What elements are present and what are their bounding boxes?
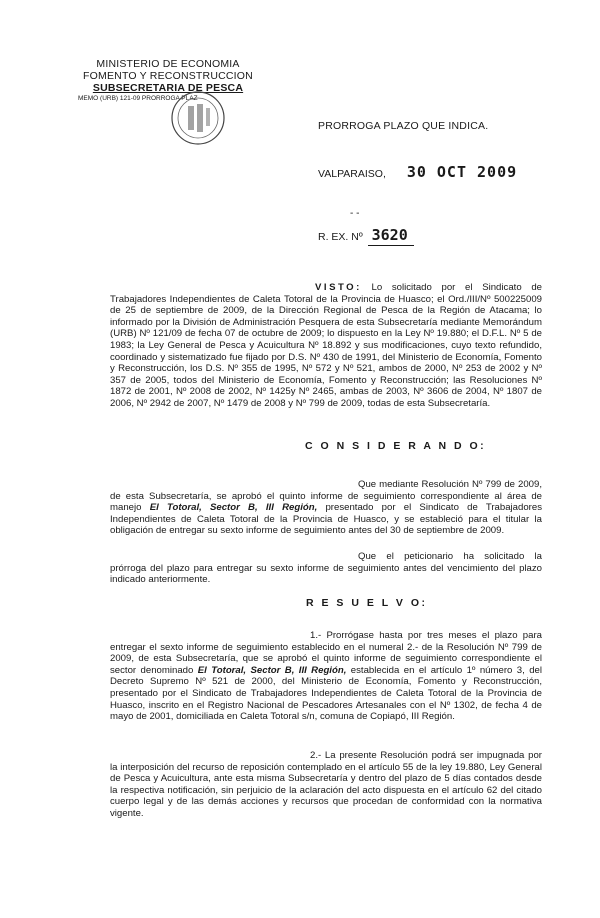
visto-paragraph xyxy=(110,282,542,410)
stamp-mark: - - xyxy=(350,208,360,219)
resuelvo-heading: R E S U E L V O: xyxy=(306,597,428,609)
resolution-label: R. EX. Nº xyxy=(318,231,363,243)
ministry-name-line2: FOMENTO Y RECONSTRUCCION xyxy=(83,70,253,82)
place-date-line xyxy=(318,163,517,181)
place-name: VALPARAISO, xyxy=(318,168,386,180)
considerando-paragraph-1 xyxy=(110,479,542,537)
visto-text: Lo solicitado por el Sindicato de Trabajadores Independientes de Caleta Totoral de la Provincia de Huasco; el Ord./III/Nº 500225009 de 25 de septiembre de 2009, de la Dirección Regional de Pesca de la Región de Atacama; lo informado por la División de Administración Pesquera de esta Subsecretaría mediante Memorándum (URB) Nº 121/09 de fecha 07 de octubre de 2009; lo dispuesto en la Ley Nº 19.880; el D.F.L. Nº 5 de 1983; la Ley General de Pesca y Acuicultura Nº 18.892 y sus modificaciones, cuyo texto refundido, coordinado y sistematizado fue fijado por D.S. Nº 430 de 1991, del Ministerio de Economía, Fomento y Reconstrucción, los D.S. Nº 355 de 1995, Nº 572 y Nº 521, ambos de 2000, Nº 253 de 2002 y Nº 357 de 2005, todos del Ministerio de Economía, Fomento y Reconstrucción; las Resoluciones Nº 1872 de 2001, Nº 2008 de 2002, Nº 1425y Nº 2465, ambas de 2003, Nº 3606 de 2004, Nº 1807 de 2006, Nº 2942 de 2007, Nº 1479 de 2008 y Nº 799 de 2009, todas de esta Subsecretaría. xyxy=(110,282,543,409)
subsecretaria-name: SUBSECRETARIA DE PESCA xyxy=(92,82,244,94)
ministry-name: MINISTERIO DE ECONOMIA xyxy=(96,58,240,70)
article-2-text: 2.- La presente Resolución podrá ser impugnada por la interposición del recurso de reposición contemplado en el artículo 55 de la ley 19.880, Ley General de Pesca y Acuicultura, ante esta misma Subsecretaría y dentro del plazo de 5 días contados desde la respectiva notificación, sin perjuicio de la aclaración del acto dispuesta en el artículo 62 del citado cuerpo legal y de las demás acciones y recursos que procedan de conformidad con la normativa vigente. xyxy=(110,750,542,819)
article-1-text-a: 1.- Prorrógase hasta por tres meses el plazo para entregar el sexto informe de seguimiento establecido en el numeral 2.- de la Resolución Nº 799 de 2009, de esta Subsecretaría, que se aprobó el quinto informe de seguimiento correspondiente el sector denominado xyxy=(110,630,542,676)
round-official-stamp-icon xyxy=(168,88,228,148)
resolution-number-line xyxy=(318,226,414,246)
considerando-paragraph-2 xyxy=(110,551,542,586)
article-1-text-b: establecida en el artículo 1º número 3, del Decreto Supremo Nº 521 de 2000, del Ministerio de Economía, Fomento y Reconstrucción, presentado por el Sindicato de Trabajadores Independientes de Caleta Totoral de la Provincia de Huasco, inscrito en el Registro Nacional de Pescadores Artesanales con el Nº 1302, de fecha 4 de mayo de 2001, domiciliada en Caleta Totoral s/n, comuna de Copiapó, III Región. xyxy=(110,664,543,723)
sector-name-emph: El Totoral, Sector B, III Región, xyxy=(197,664,347,676)
area-name-emph: El Totoral, Sector B, III Región, xyxy=(149,502,318,514)
considerando-2-text: Que el peticionario ha solicitado la prórroga del plazo para entregar su sexto informe de seguimiento antes del vencimiento del plazo indicado anteriormente. xyxy=(110,551,542,586)
document-title: PRORROGA PLAZO QUE INDICA. xyxy=(318,120,489,132)
resuelvo-article-2 xyxy=(110,750,542,820)
visto-label: VISTO: xyxy=(315,282,362,293)
resolution-number: 3620 xyxy=(368,226,414,246)
considerando-1-text-b: presentado por el Sindicato de Trabajadores Independientes de Caleta Totoral de la Provincia de Huasco, y se estableció para el titular la obligación de entregar su sexto informe de seguimiento antes del 30 de septiembre de 2009. xyxy=(110,502,542,537)
resuelvo-article-1 xyxy=(110,630,542,723)
memo-reference: MEMO (URB) 121-09 PRORROGA PLAZ xyxy=(78,95,198,102)
considerando-heading: C O N S I D E R A N D O: xyxy=(305,440,487,452)
date-stamp: 30 OCT 2009 xyxy=(406,163,518,181)
considerando-1-text-a: Que mediante Resolución Nº 799 de 2009, de esta Subsecretaría, se aprobó el quinto informe de seguimiento correspondiente al área de manejo xyxy=(110,479,542,514)
